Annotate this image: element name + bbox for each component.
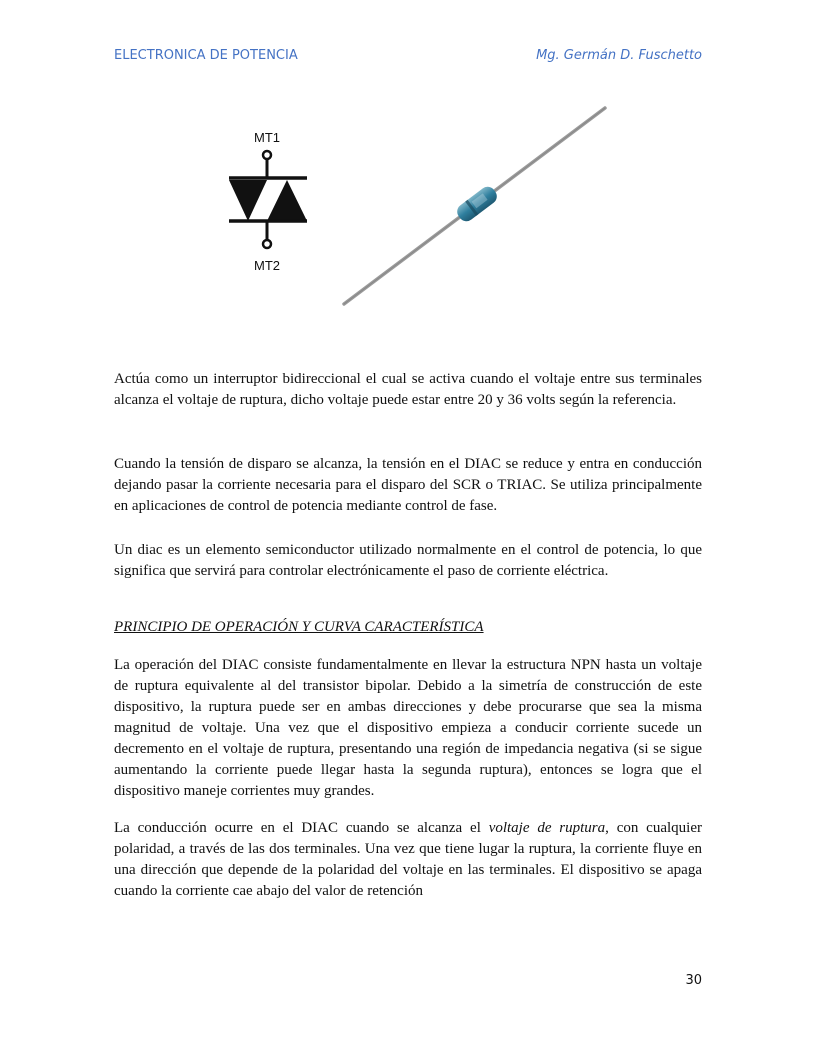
paragraph-2: Cuando la tensión de disparo se alcanza, la tensión en el DIAC se reduce y entra en conducción dejando pasar la corriente necesaria para el disparo del SCR o TRIAC. Se utiliza principalmente en aplicaciones de control de potencia mediante control de fase.: [114, 456, 702, 514]
section-heading: PRINCIPIO DE OPERACIÓN Y CURVA CARACTERÍSTICA: [114, 619, 484, 635]
paragraph-5-emphasis: voltaje de ruptura: [488, 820, 606, 836]
paragraph-4: La operación del DIAC consiste fundamentalmente en llevar la estructura NPN hasta un voltaje de ruptura equivalente al del transistor bipolar. Debido a la simetría de construcción de este dispositivo, la ruptura puede ser en ambas direcciones y debe procurarse que sea la misma magnitud de voltaje. Una vez que el dispositivo empieza a conducir corriente sucede un decremento en el voltaje de ruptura, presentando una región de impedancia negativa (si se sigue aumentando la corriente puede llegar hasta la segunda ruptura), entonces se logra que el dispositivo maneje corrientes muy grandes.: [114, 657, 702, 799]
paragraph-5: [114, 818, 702, 902]
header-title: ELECTRONICA DE POTENCIA: [114, 48, 298, 63]
page-number: 30: [685, 973, 702, 988]
paragraph-5-start: La conducción ocurre en el DIAC cuando se alcanza el: [114, 820, 489, 836]
mt1-label: MT1: [254, 130, 280, 145]
header-author: Mg. Germán D. Fuschetto: [536, 48, 702, 63]
paragraph-1: Actúa como un interruptor bidireccional el cual se activa cuando el voltaje entre sus terminales alcanza el voltaje de ruptura, dicho voltaje puede estar entre 20 y 36 volts según la referencia.: [114, 371, 702, 408]
paragraph-3: Un diac es un elemento semiconductor utilizado normalmente en el control de potencia, lo que significa que servirá para controlar electrónicamente el paso de corriente eléctrica.: [114, 542, 702, 579]
diac-symbol: [215, 120, 325, 285]
mt2-label: MT2: [254, 258, 280, 273]
diac-device-photo: [330, 100, 620, 315]
paragraph-5-end: , con cualquier polaridad, a través de las dos terminales. Una vez que tiene lugar la ruptura, la corriente fluye en una dirección que depende de la polaridad del voltaje en las terminales. El dispositivo se apaga cuando la corriente cae abajo del valor de retención: [114, 820, 702, 899]
diac-figures: [0, 100, 816, 330]
